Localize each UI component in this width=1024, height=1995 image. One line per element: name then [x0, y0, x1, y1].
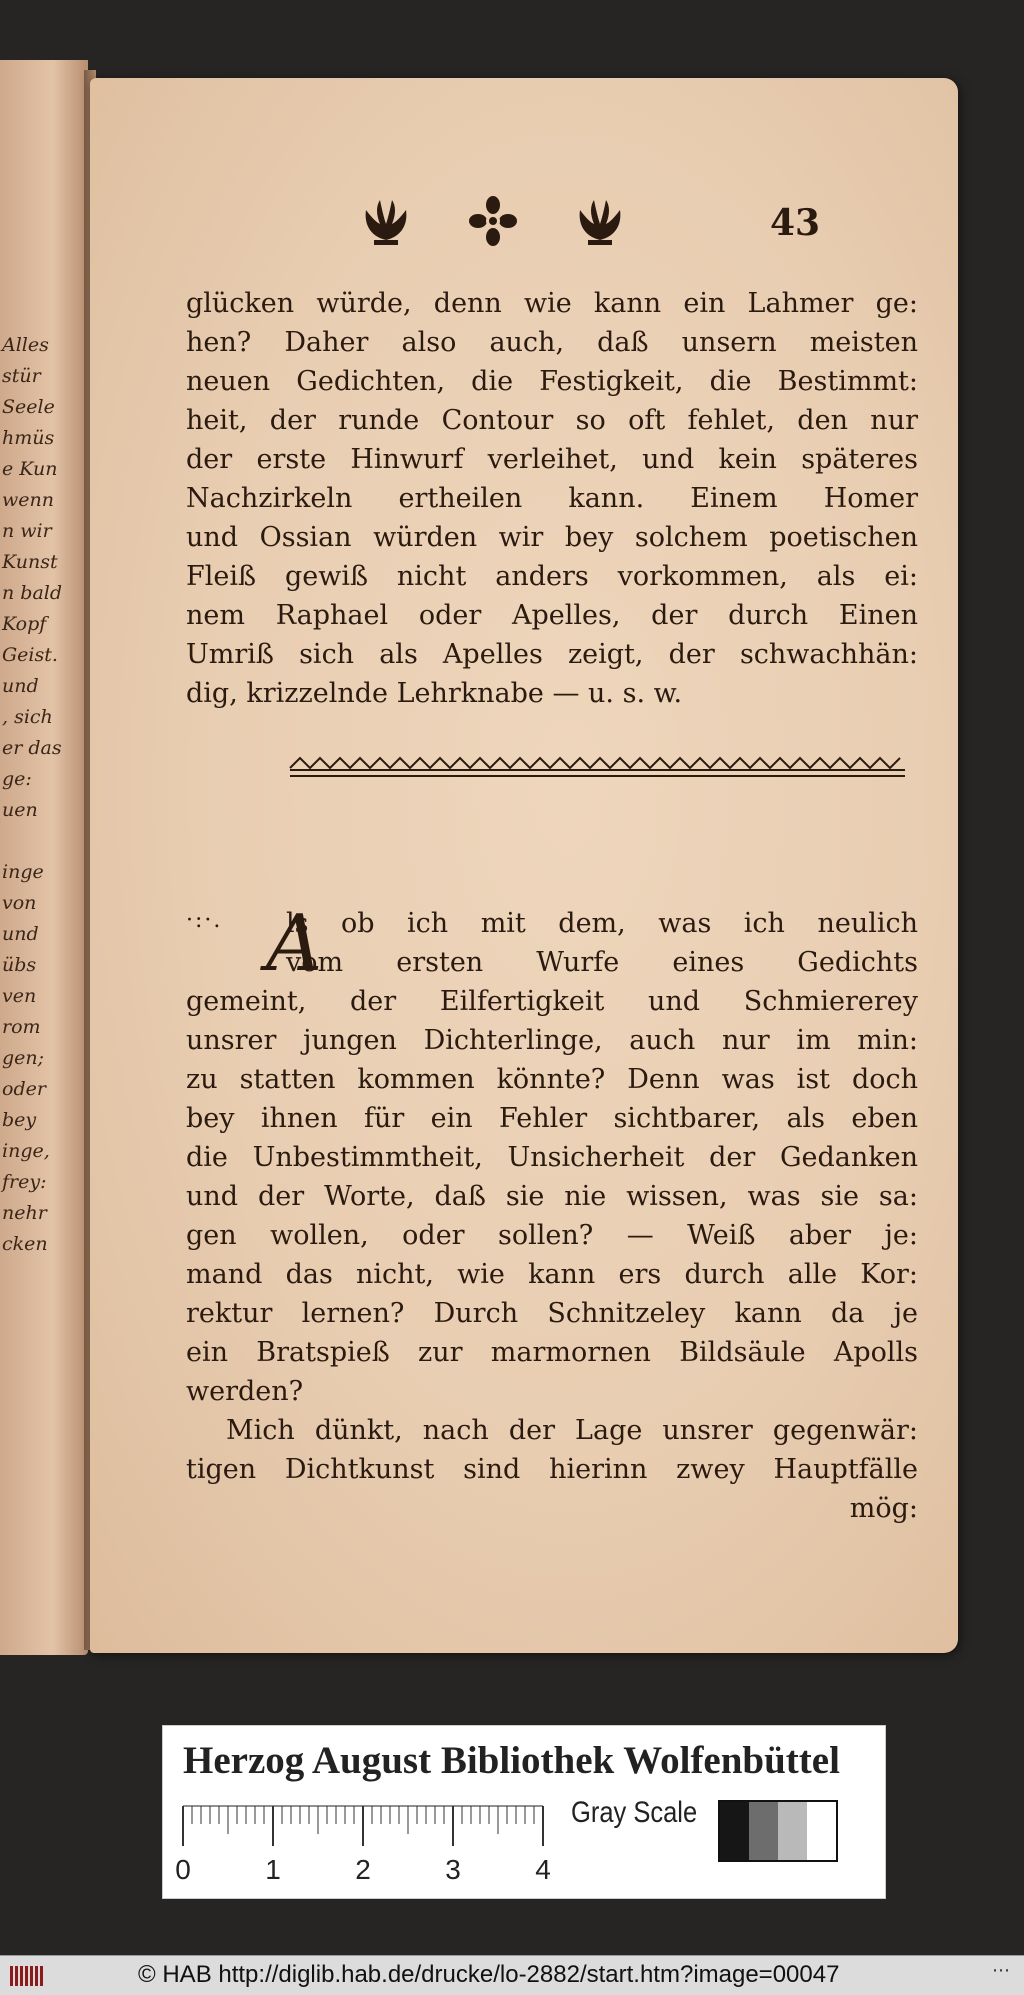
text-line: bey ihnen für ein Fehler sichtbarer, als eben: [186, 1103, 918, 1134]
book-page: [90, 78, 958, 1653]
text-line: ein Bratspieß zur marmornen Bildsäule Apolls: [186, 1337, 918, 1368]
ruler-number: 2: [355, 1854, 371, 1885]
text-line: gemeint, der Eilfertigkeit und Schmiererey: [186, 986, 918, 1017]
decorative-divider: [290, 748, 905, 782]
gray-swatch: [807, 1802, 836, 1860]
dropcap-letter: A: [266, 899, 323, 989]
text-line: gen wollen, oder sollen? — Weiß aber je:: [186, 1220, 918, 1251]
left-page-fragment: wenn: [2, 489, 54, 511]
gray-swatch: [778, 1802, 807, 1860]
left-page-fragment: bey: [2, 1109, 37, 1131]
gray-scale-label: Gray Scale: [571, 1796, 698, 1829]
left-page-fragment: ven: [2, 985, 37, 1007]
left-page-fragment: er das: [2, 737, 62, 759]
rosette-ornament-icon: [470, 196, 516, 246]
left-page-fragment: inge,: [2, 1140, 50, 1162]
catchword: mög:: [849, 1493, 918, 1524]
text-line: ls ob ich mit dem, was ich neulich: [286, 908, 918, 939]
status-text: © HAB http://diglib.hab.de/drucke/lo-2882/start.htm?image=00047: [138, 1961, 840, 1988]
text-line: unsrer jungen Dichterlinge, auch nur im min:: [186, 1025, 918, 1056]
left-page-fragment: [2, 826, 42, 857]
paragraph-2: [186, 899, 918, 1411]
left-page-edge: [0, 60, 88, 1655]
ruler-ticks: [183, 1796, 555, 1856]
text-line: heit, der runde Contour so oft fehlet, den nur: [186, 405, 918, 436]
text-line: zu statten kommen könnte? Denn was ist doch: [186, 1064, 918, 1095]
text-line: vom ersten Wurfe eines Gedichts: [286, 947, 918, 978]
left-page-fragment: ge:: [2, 768, 32, 790]
left-page-fragment: uen: [2, 799, 38, 821]
left-page-fragment: oder: [2, 1078, 46, 1100]
header-ornaments: [360, 196, 640, 256]
catchword-block: [186, 1489, 918, 1528]
library-card: [162, 1725, 886, 1899]
text-line: und Ossian würden wir bey solchem poetischen: [186, 522, 918, 553]
text-line: glücken würde, denn wie kann ein Lahmer ge:: [186, 288, 918, 319]
left-page-fragment: n wir: [2, 520, 52, 542]
library-name: Herzog August Bibliothek Wolfenbüttel: [183, 1739, 840, 1782]
left-page-text-fragments: [2, 330, 63, 1260]
text-line: hen? Daher also auch, daß unsern meisten: [186, 327, 918, 358]
palmette-ornament-icon: [360, 196, 412, 246]
left-page-fragment: gen;: [2, 1047, 45, 1069]
paragraph-3: [186, 1411, 918, 1489]
status-bar: [0, 1955, 1024, 1995]
page-header: [90, 196, 958, 266]
text-line: nem Raphael oder Apelles, der durch Einen: [186, 600, 918, 631]
left-page-fragment: Kopf: [2, 613, 47, 635]
left-page-fragment: hmüs: [2, 427, 55, 449]
more-horizontal-icon[interactable]: ⋯: [992, 1960, 1010, 1981]
left-page-fragment: Alles: [2, 334, 49, 356]
left-page-fragment: e Kun: [2, 458, 58, 480]
gray-swatch: [720, 1802, 749, 1860]
left-page-fragment: Seele: [2, 396, 55, 418]
left-page-fragment: und: [2, 675, 39, 697]
text-line: Fleiß gewiß nicht anders vorkommen, als ei:: [186, 561, 918, 592]
left-page-fragment: rom: [2, 1016, 41, 1038]
left-page-fragment: cken: [2, 1233, 48, 1255]
text-line: und der Worte, daß sie nie wissen, was sie sa:: [186, 1181, 918, 1212]
page-number: 43: [770, 202, 821, 244]
text-line: werden?: [186, 1376, 304, 1407]
palmette-ornament-icon: [574, 196, 626, 246]
ruler-number: 0: [175, 1854, 191, 1885]
ruler-number: 3: [445, 1854, 461, 1885]
left-page-fragment: Geist.: [2, 644, 58, 666]
left-page-fragment: frey:: [2, 1171, 47, 1193]
text-line: Nachzirkeln ertheilen kann. Einem Homer: [186, 483, 918, 514]
left-page-fragment: nehr: [2, 1202, 47, 1224]
left-page-fragment: n bald: [2, 582, 63, 604]
gray-scale-swatches: [718, 1800, 838, 1862]
ruler-number: 1: [265, 1854, 281, 1885]
left-page-fragment: und: [2, 923, 39, 945]
dropcap-marks: ·:·.: [186, 908, 223, 933]
left-page-fragment: stür: [2, 365, 41, 387]
left-page-fragment: Kunst: [2, 551, 58, 573]
ruler-number: 4: [535, 1854, 551, 1885]
left-page-fragment: , sich: [2, 706, 53, 728]
text-line: tigen Dichtkunst sind hierinn zwey Hauptfälle: [186, 1454, 918, 1485]
text-line: Umriß sich als Apelles zeigt, der schwachhän:: [186, 639, 918, 670]
library-logo-icon: [8, 1962, 48, 1989]
paragraph-1: [186, 284, 918, 713]
text-line: dig, krizzelnde Lehrknabe — u. s. w.: [186, 678, 683, 709]
left-page-fragment: inge: [2, 861, 44, 883]
gray-swatch: [749, 1802, 778, 1860]
text-line: die Unbestimmtheit, Unsicherheit der Gedanken: [186, 1142, 918, 1173]
text-line: mand das nicht, wie kann ers durch alle Kor:: [186, 1259, 918, 1290]
scale-ruler: [175, 1796, 555, 1896]
text-line: Mich dünkt, nach der Lage unsrer gegenwär:: [226, 1415, 918, 1446]
left-page-fragment: von: [2, 892, 37, 914]
text-line: rektur lernen? Durch Schnitzeley kann da je: [186, 1298, 918, 1329]
text-line: neuen Gedichten, die Festigkeit, die Bestimmt:: [186, 366, 918, 397]
left-page-fragment: übs: [2, 954, 37, 976]
text-line: der erste Hinwurf verleihet, und kein späteres: [186, 444, 918, 475]
